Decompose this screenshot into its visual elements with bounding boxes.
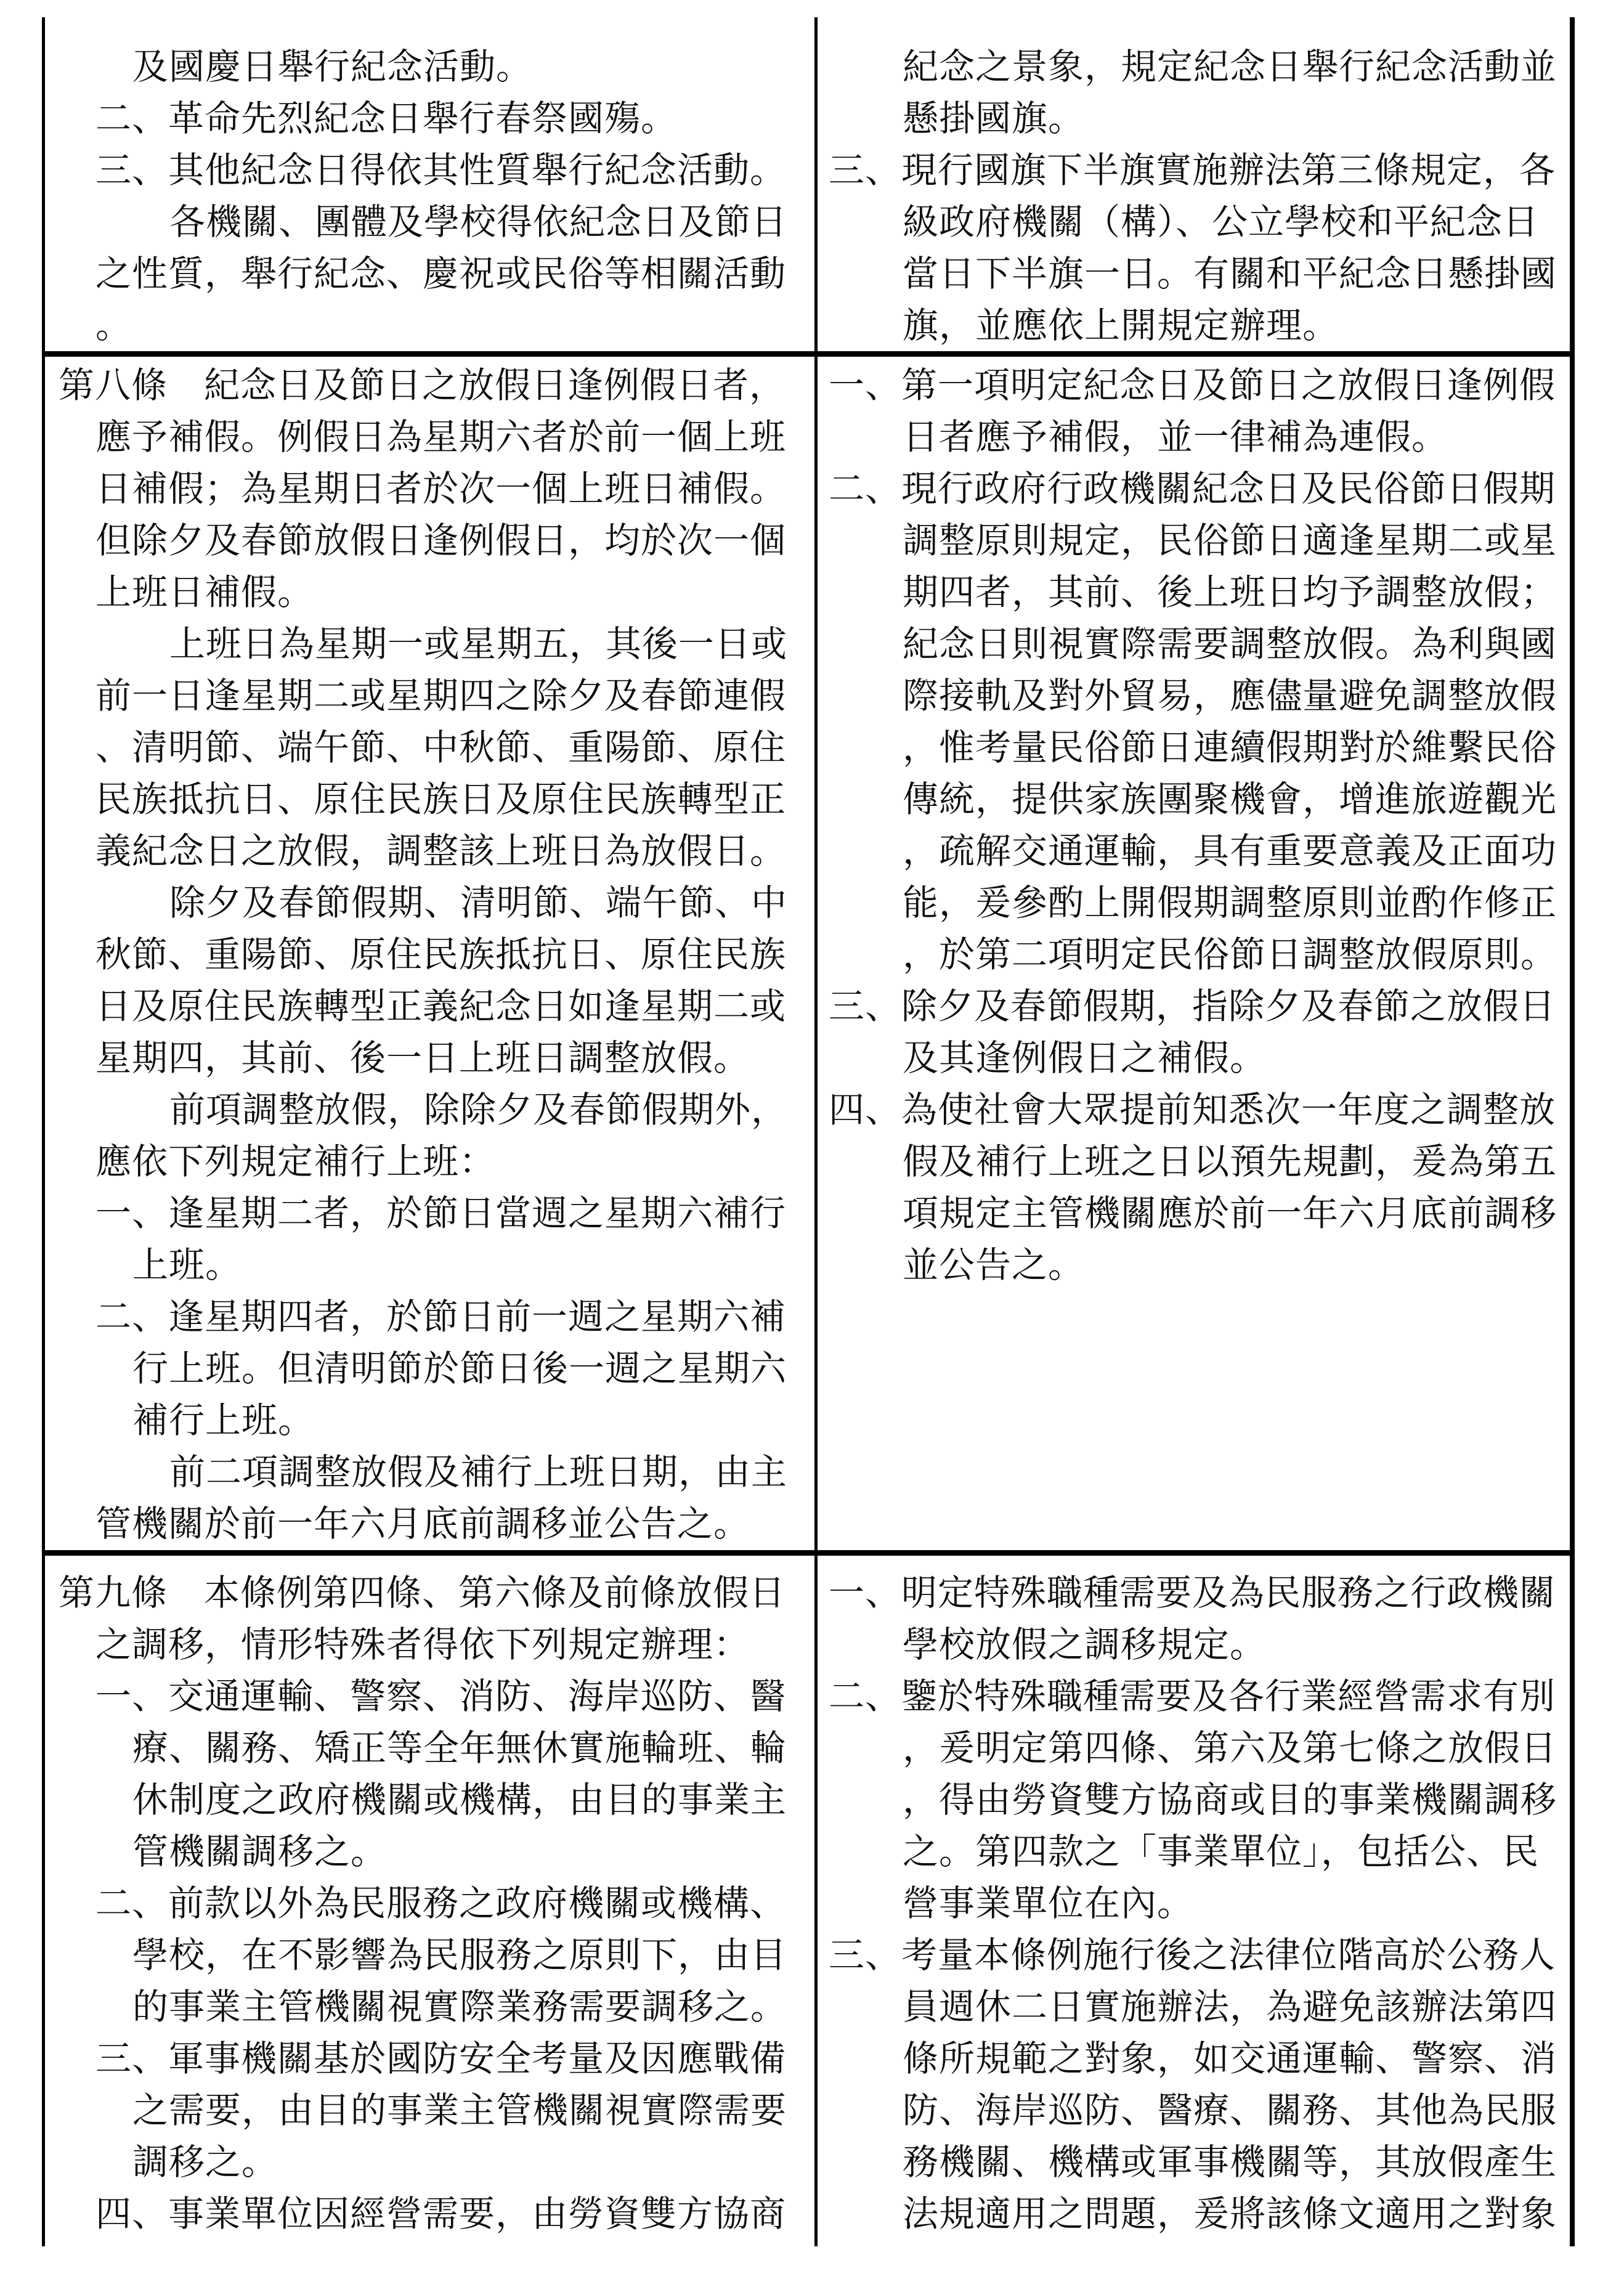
text-line: 的事業主管機關視實際業務需要調移之。 [132, 1986, 787, 2028]
text-line: 學校，在不影響為民服務之原則下，由目 [132, 1934, 787, 1976]
text-line: 三、現行國旗下半旗實施辦法第三條規定，各 [829, 149, 1556, 191]
text-line: 際接軌及對外貿易，應儘量避免調整放假 [903, 675, 1557, 717]
text-line: 之。第四款之「事業單位」，包括公、民 [903, 1830, 1540, 1872]
provision-cell-row-2 [59, 359, 810, 1548]
text-line: 防、海岸巡防、醫療、關務、其他為民服 [903, 2089, 1557, 2131]
text-line: 二、前款以外為民服務之政府機關或機構、 [95, 1882, 787, 1924]
text-line: 二、革命先烈紀念日舉行春祭國殤。 [95, 97, 678, 139]
text-line: 行上班。但清明節於節日後一週之星期六 [132, 1347, 787, 1389]
text-line: 務機關、機構或軍事機關等，其放假產生 [903, 2141, 1557, 2183]
text-line: 調整原則規定，民俗節日適逢星期二或星 [903, 519, 1557, 561]
text-line: 紀念日則視實際需要調整放假。為利與國 [903, 623, 1557, 665]
text-line: 一、明定特殊職種需要及為民服務之行政機關 [829, 1572, 1556, 1614]
text-line: 四、事業單位因經營需要，由勞資雙方協商 [95, 2193, 787, 2235]
provision-cell-row-1 [59, 41, 810, 349]
text-line: 員週休二日實施辦法，為避免該辦法第四 [903, 1986, 1557, 2028]
text-line: 民族抵抗日、原住民族日及原住民族轉型正 [95, 778, 787, 820]
text-line: 之性質，舉行紀念、慶祝或民俗等相關活動 [95, 253, 787, 295]
text-line: 傳統，提供家族團聚機會，增進旅遊觀光 [903, 778, 1557, 820]
text-line: 星期四，其前、後一日上班日調整放假。 [95, 1037, 750, 1079]
text-line: 管機關於前一年六月底前調移並公告之。 [95, 1503, 750, 1545]
text-line: 三、軍事機關基於國防安全考量及因應戰備 [95, 2037, 787, 2079]
text-line: 之需要，由目的事業主管機關視實際需要 [132, 2089, 787, 2131]
text-line: 假及補行上班之日以預先規劃，爰為第五 [903, 1140, 1557, 1182]
text-line: ，得由勞資雙方協商或目的事業機關調移 [903, 1779, 1557, 1821]
text-line: 第八條 紀念日及節日之放假日逢例假日者， [59, 364, 786, 406]
text-line: 日及原住民族轉型正義紀念日如逢星期二或 [95, 985, 787, 1027]
text-line: 及國慶日舉行紀念活動。 [132, 46, 533, 87]
text-line: ，惟考量民俗節日連續假期對於維繫民俗 [903, 726, 1557, 768]
text-line: 調移之。 [132, 2141, 278, 2183]
text-line: 。 [95, 304, 132, 346]
text-line: 休制度之政府機關或機構，由目的事業主 [132, 1779, 787, 1821]
text-line: 項規定主管機關應於前一年六月底前調移 [903, 1192, 1557, 1234]
provision-cell-row-3 [59, 1567, 810, 2244]
text-line: 前一日逢星期二或星期四之除夕及春節連假 [95, 675, 787, 717]
text-line: 日補假；為星期日者於次一個上班日補假。 [95, 468, 787, 510]
text-line: 並公告之。 [903, 1244, 1085, 1286]
explanation-cell-row-2 [829, 359, 1568, 1548]
text-line: ，疏解交通運輸，具有重要意義及正面功 [903, 830, 1557, 872]
explanation-cell-row-1 [829, 41, 1568, 349]
text-line: 一、交通運輸、警察、消防、海岸巡防、醫 [95, 1675, 787, 1717]
text-line: 四、為使社會大眾提前知悉次一年度之調整放 [829, 1089, 1556, 1131]
text-line: 上班日補假。 [95, 571, 314, 613]
row-divider-1 [42, 351, 1575, 357]
text-line: 療、關務、矯正等全年無休實施輪班、輪 [132, 1727, 787, 1769]
text-line: 旗，並應依上開規定辦理。 [903, 304, 1339, 346]
text-line: 紀念之景象，規定紀念日舉行紀念活動並 [903, 46, 1557, 87]
text-line: 之調移，情形特殊者得依下列規定辦理： [95, 1623, 750, 1665]
row-divider-2 [42, 1550, 1575, 1556]
text-line: 一、第一項明定紀念日及節日之放假日逢例假 [829, 364, 1556, 406]
text-line: 期四者，其前、後上班日均予調整放假； [903, 571, 1557, 613]
text-line: 、清明節、端午節、中秋節、重陽節、原住 [95, 726, 787, 768]
text-line: 懸掛國旗。 [903, 97, 1085, 139]
text-line: 補行上班。 [132, 1399, 315, 1441]
text-line: ，於第二項明定民俗節日調整放假原則。 [903, 933, 1557, 975]
text-line: 管機關調移之。 [132, 1830, 388, 1872]
text-line: 及其逢例假日之補假。 [903, 1037, 1267, 1079]
text-line: 二、逢星期四者，於節日前一週之星期六補 [95, 1296, 787, 1338]
text-line: 三、除夕及春節假期，指除夕及春節之放假日 [829, 985, 1556, 1027]
text-line: 三、其他紀念日得依其性質舉行紀念活動。 [95, 149, 787, 191]
text-line: 當日下半旗一日。有關和平紀念日懸掛國 [903, 253, 1557, 295]
text-line: 學校放假之調移規定。 [903, 1623, 1267, 1665]
text-line: 二、現行政府行政機關紀念日及民俗節日假期 [829, 468, 1556, 510]
text-line: 能，爰參酌上開假期調整原則並酌作修正 [903, 882, 1557, 924]
text-line: 義紀念日之放假，調整該上班日為放假日。 [95, 830, 787, 872]
text-line: 但除夕及春節放假日逢例假日，均於次一個 [95, 519, 787, 561]
text-line: 營事業單位在內。 [903, 1882, 1194, 1924]
text-line: 二、鑒於特殊職種需要及各行業經營需求有別 [829, 1675, 1556, 1717]
text-line: 條所規範之對象，如交通運輸、警察、消 [903, 2037, 1557, 2079]
text-line: ，爰明定第四條、第六及第七條之放假日 [903, 1727, 1557, 1769]
text-line: 上班。 [132, 1244, 242, 1286]
text-line: 一、逢星期二者，於節日當週之星期六補行 [95, 1192, 787, 1234]
text-line: 三、考量本條例施行後之法律位階高於公務人 [829, 1934, 1556, 1976]
text-line: 秋節、重陽節、原住民族抵抗日、原住民族 [95, 933, 787, 975]
text-line: 應依下列規定補行上班： [95, 1140, 496, 1182]
text-line: 前二項調整放假及補行上班日期，由主 [169, 1451, 788, 1493]
text-line: 日者應予補假，並一律補為連假。 [903, 416, 1448, 458]
text-line: 級政府機關（構）、公立學校和平紀念日 [903, 201, 1540, 243]
text-line: 上班日為星期一或星期五，其後一日或 [169, 623, 788, 665]
text-line: 各機關、團體及學校得依紀念日及節日 [169, 201, 788, 243]
text-line: 法規適用之問題，爰將該條文適用之對象 [903, 2193, 1557, 2235]
text-line: 前項調整放假，除除夕及春節假期外， [169, 1089, 788, 1131]
text-line: 第九條 本條例第四條、第六條及前條放假日 [59, 1572, 786, 1614]
text-line: 除夕及春節假期、清明節、端午節、中 [169, 882, 788, 924]
text-line: 應予補假。例假日為星期六者於前一個上班 [95, 416, 787, 458]
explanation-cell-row-3 [829, 1567, 1568, 2244]
